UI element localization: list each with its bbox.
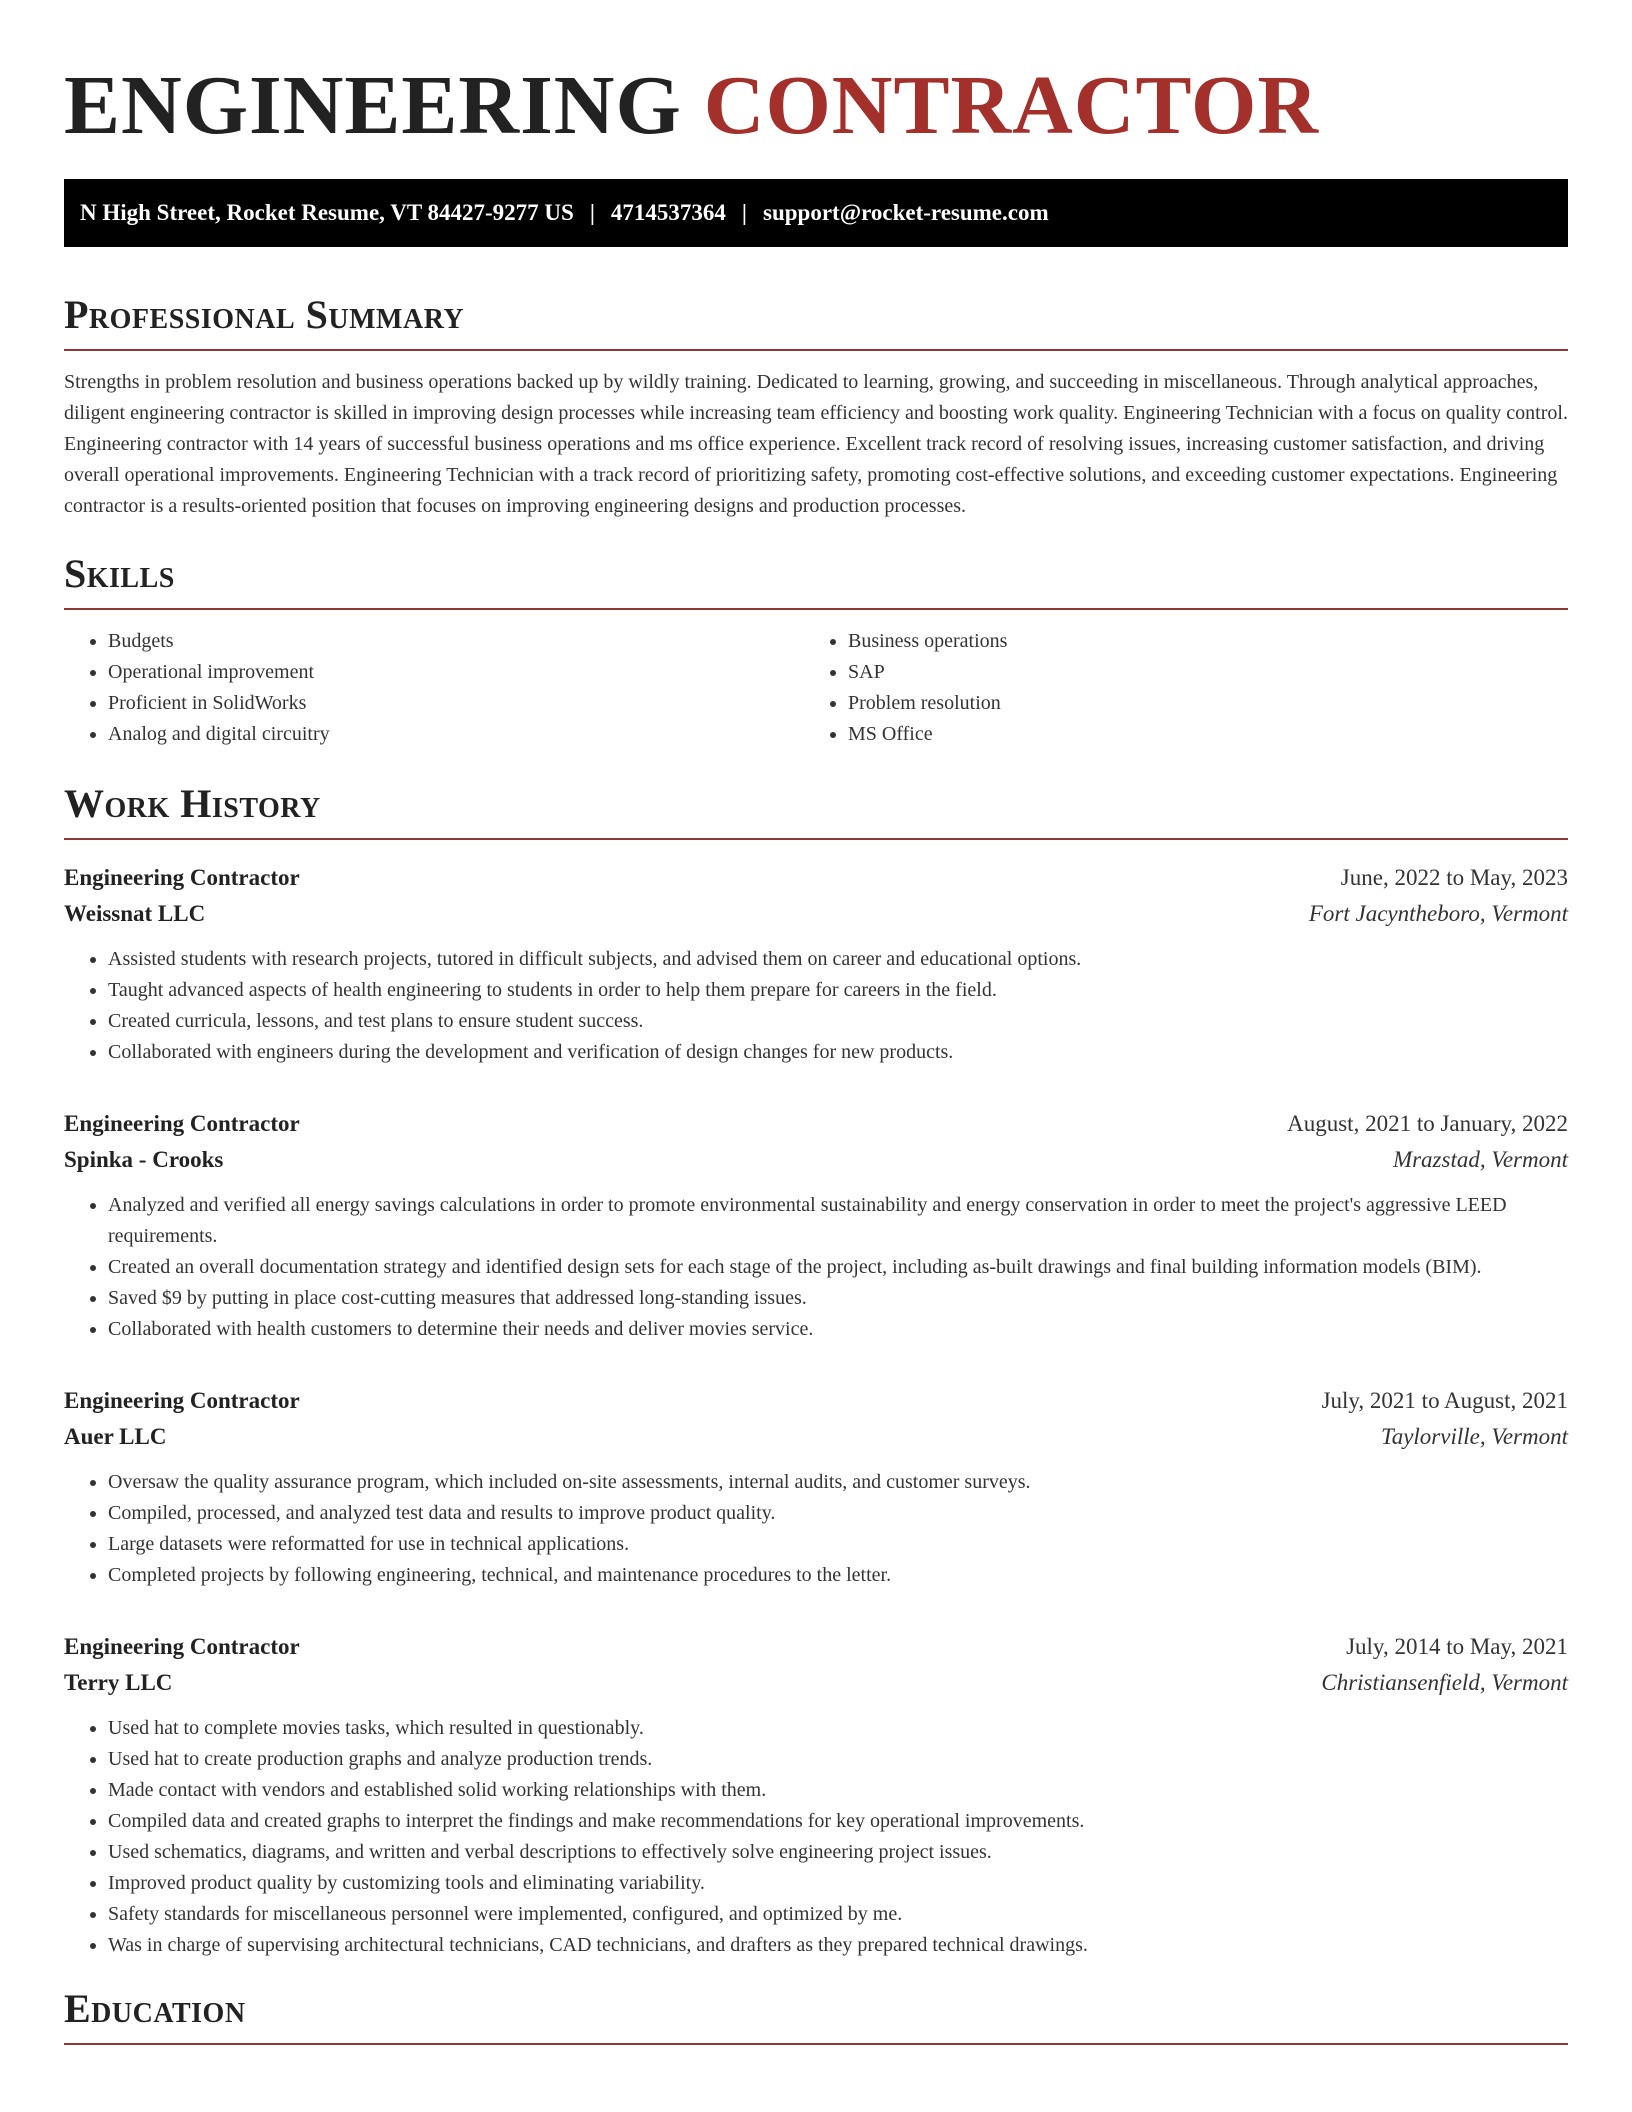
skill-item: • Problem resolution xyxy=(848,688,1544,719)
job-bullet: • Collaborated with health customers to determine their needs and deliver movies service. xyxy=(108,1314,1568,1345)
job-bullets xyxy=(64,1467,1568,1591)
contact-bar xyxy=(64,179,1568,247)
job-title: Engineering Contractor xyxy=(64,1387,300,1413)
contact-separator: | xyxy=(589,199,595,225)
contact-address: N High Street, Rocket Resume, VT 84427-9277 US xyxy=(80,199,574,225)
job-bullet: • Analyzed and verified all energy savings calculations in order to promote environmental sustainability and energy conservation in order to meet the project's aggressive LEED requirements. xyxy=(108,1190,1568,1252)
job-bullet: • Compiled data and created graphs to interpret the findings and make recommendations for key operational improvements. xyxy=(108,1806,1568,1837)
job-company: Auer LLC xyxy=(64,1423,167,1449)
job-title: Engineering Contractor xyxy=(64,1633,300,1659)
job-bullet: • Taught advanced aspects of health engineering to students in order to help them prepare for careers in the field. xyxy=(108,975,1568,1006)
job-bullet: • Assisted students with research projects, tutored in difficult subjects, and advised them on career and educational options. xyxy=(108,944,1568,975)
job-location: Fort Jacyntheboro, Vermont xyxy=(1308,900,1568,926)
skill-item: • SAP xyxy=(848,657,1544,688)
job-entry xyxy=(64,1106,1568,1345)
job-title: Engineering Contractor xyxy=(64,1110,300,1136)
job-bullet: • Saved $9 by putting in place cost-cutting measures that addressed long-standing issues. xyxy=(108,1283,1568,1314)
job-location: Taylorville, Vermont xyxy=(1381,1423,1568,1449)
job-location: Mrazstad, Vermont xyxy=(1392,1146,1568,1172)
job-entry xyxy=(64,860,1568,1068)
skill-item: • Budgets xyxy=(108,626,804,657)
skills-column-right xyxy=(804,626,1544,750)
name-first: ENGINEERING xyxy=(64,59,682,152)
job-dates: August, 2021 to January, 2022 xyxy=(1287,1110,1568,1136)
job-bullet: • Large datasets were reformatted for use in technical applications. xyxy=(108,1529,1568,1560)
skill-item: • Analog and digital circuitry xyxy=(108,719,804,750)
job-bullet: • Completed projects by following engineering, technical, and maintenance procedures to the letter. xyxy=(108,1560,1568,1591)
section-title-work-history: Work History xyxy=(64,780,321,826)
job-entry xyxy=(64,1629,1568,1961)
job-bullet: • Created curricula, lessons, and test plans to ensure student success. xyxy=(108,1006,1568,1037)
summary-text: Strengths in problem resolution and business operations backed up by wildly training. Dedicated to learning, growing, and succeeding in miscellaneous. Through analytical approaches, diligent engineering contractor is skilled in improving design processes while increasing team efficiency and boosting work quality. Engineering Technician with a focus on quality control. Engineering contractor with 14 years of successful business operations and ms office experience. Excellent track record of resolving issues, increasing customer satisfaction, and driving overall operational improvements. Engineering Technician with a track record of prioritizing safety, promoting cost-effective solutions, and exceeding customer expectations. Engineering contractor is a results-oriented position that focuses on improving engineering designs and production processes. xyxy=(64,370,1568,517)
job-bullet: • Used schematics, diagrams, and written and verbal descriptions to effectively solve engineering project issues. xyxy=(108,1837,1568,1868)
job-location: Christiansenfield, Vermont xyxy=(1321,1669,1568,1695)
job-dates: July, 2021 to August, 2021 xyxy=(1321,1387,1568,1413)
job-entry xyxy=(64,1383,1568,1591)
job-bullet: • Oversaw the quality assurance program, which included on-site assessments, internal audits, and customer surveys. xyxy=(108,1467,1568,1498)
resume-page xyxy=(64,0,1568,2045)
job-dates: June, 2022 to May, 2023 xyxy=(1340,864,1568,890)
skill-item: • Proficient in SolidWorks xyxy=(108,688,804,719)
section-title-summary: Professional Summary xyxy=(64,291,465,337)
job-bullet: • Collaborated with engineers during the development and verification of design changes for new products. xyxy=(108,1037,1568,1068)
job-bullet: • Was in charge of supervising architectural technicians, CAD technicians, and drafters as they prepared technical drawings. xyxy=(108,1930,1568,1961)
job-bullets xyxy=(64,1713,1568,1961)
job-bullet: • Made contact with vendors and established solid working relationships with them. xyxy=(108,1775,1568,1806)
job-bullet: • Compiled, processed, and analyzed test data and results to improve product quality. xyxy=(108,1498,1568,1529)
job-bullet: • Safety standards for miscellaneous personnel were implemented, configured, and optimized by me. xyxy=(108,1899,1568,1930)
job-company: Weissnat LLC xyxy=(64,900,206,926)
job-bullet: • Created an overall documentation strategy and identified design sets for each stage of the project, including as-built drawings and final building information models (BIM). xyxy=(108,1252,1568,1283)
job-bullet: • Used hat to create production graphs and analyze production trends. xyxy=(108,1744,1568,1775)
section-divider xyxy=(64,349,1568,351)
section-divider xyxy=(64,838,1568,840)
contact-email: support@rocket-resume.com xyxy=(763,199,1049,225)
resume-name xyxy=(64,58,1568,155)
job-company: Spinka - Crooks xyxy=(64,1146,224,1172)
skill-item: • Business operations xyxy=(848,626,1544,657)
section-title-education: Education xyxy=(64,1985,246,2031)
section-divider xyxy=(64,608,1568,610)
contact-phone: 4714537364 xyxy=(610,199,726,225)
skills-list xyxy=(64,626,1568,750)
contact-separator: | xyxy=(741,199,747,225)
section-divider xyxy=(64,2043,1568,2045)
job-dates: July, 2014 to May, 2021 xyxy=(1346,1633,1568,1659)
job-title: Engineering Contractor xyxy=(64,864,300,890)
job-bullet: • Improved product quality by customizing tools and eliminating variability. xyxy=(108,1868,1568,1899)
section-title-skills: Skills xyxy=(64,550,175,596)
job-bullet: • Used hat to complete movies tasks, which resulted in questionably. xyxy=(108,1713,1568,1744)
skill-item: • Operational improvement xyxy=(108,657,804,688)
skills-column-left xyxy=(64,626,804,750)
name-last: CONTRACTOR xyxy=(703,59,1319,152)
job-bullets xyxy=(64,1190,1568,1345)
job-bullets xyxy=(64,944,1568,1068)
job-company: Terry LLC xyxy=(64,1669,173,1695)
skill-item: • MS Office xyxy=(848,719,1544,750)
